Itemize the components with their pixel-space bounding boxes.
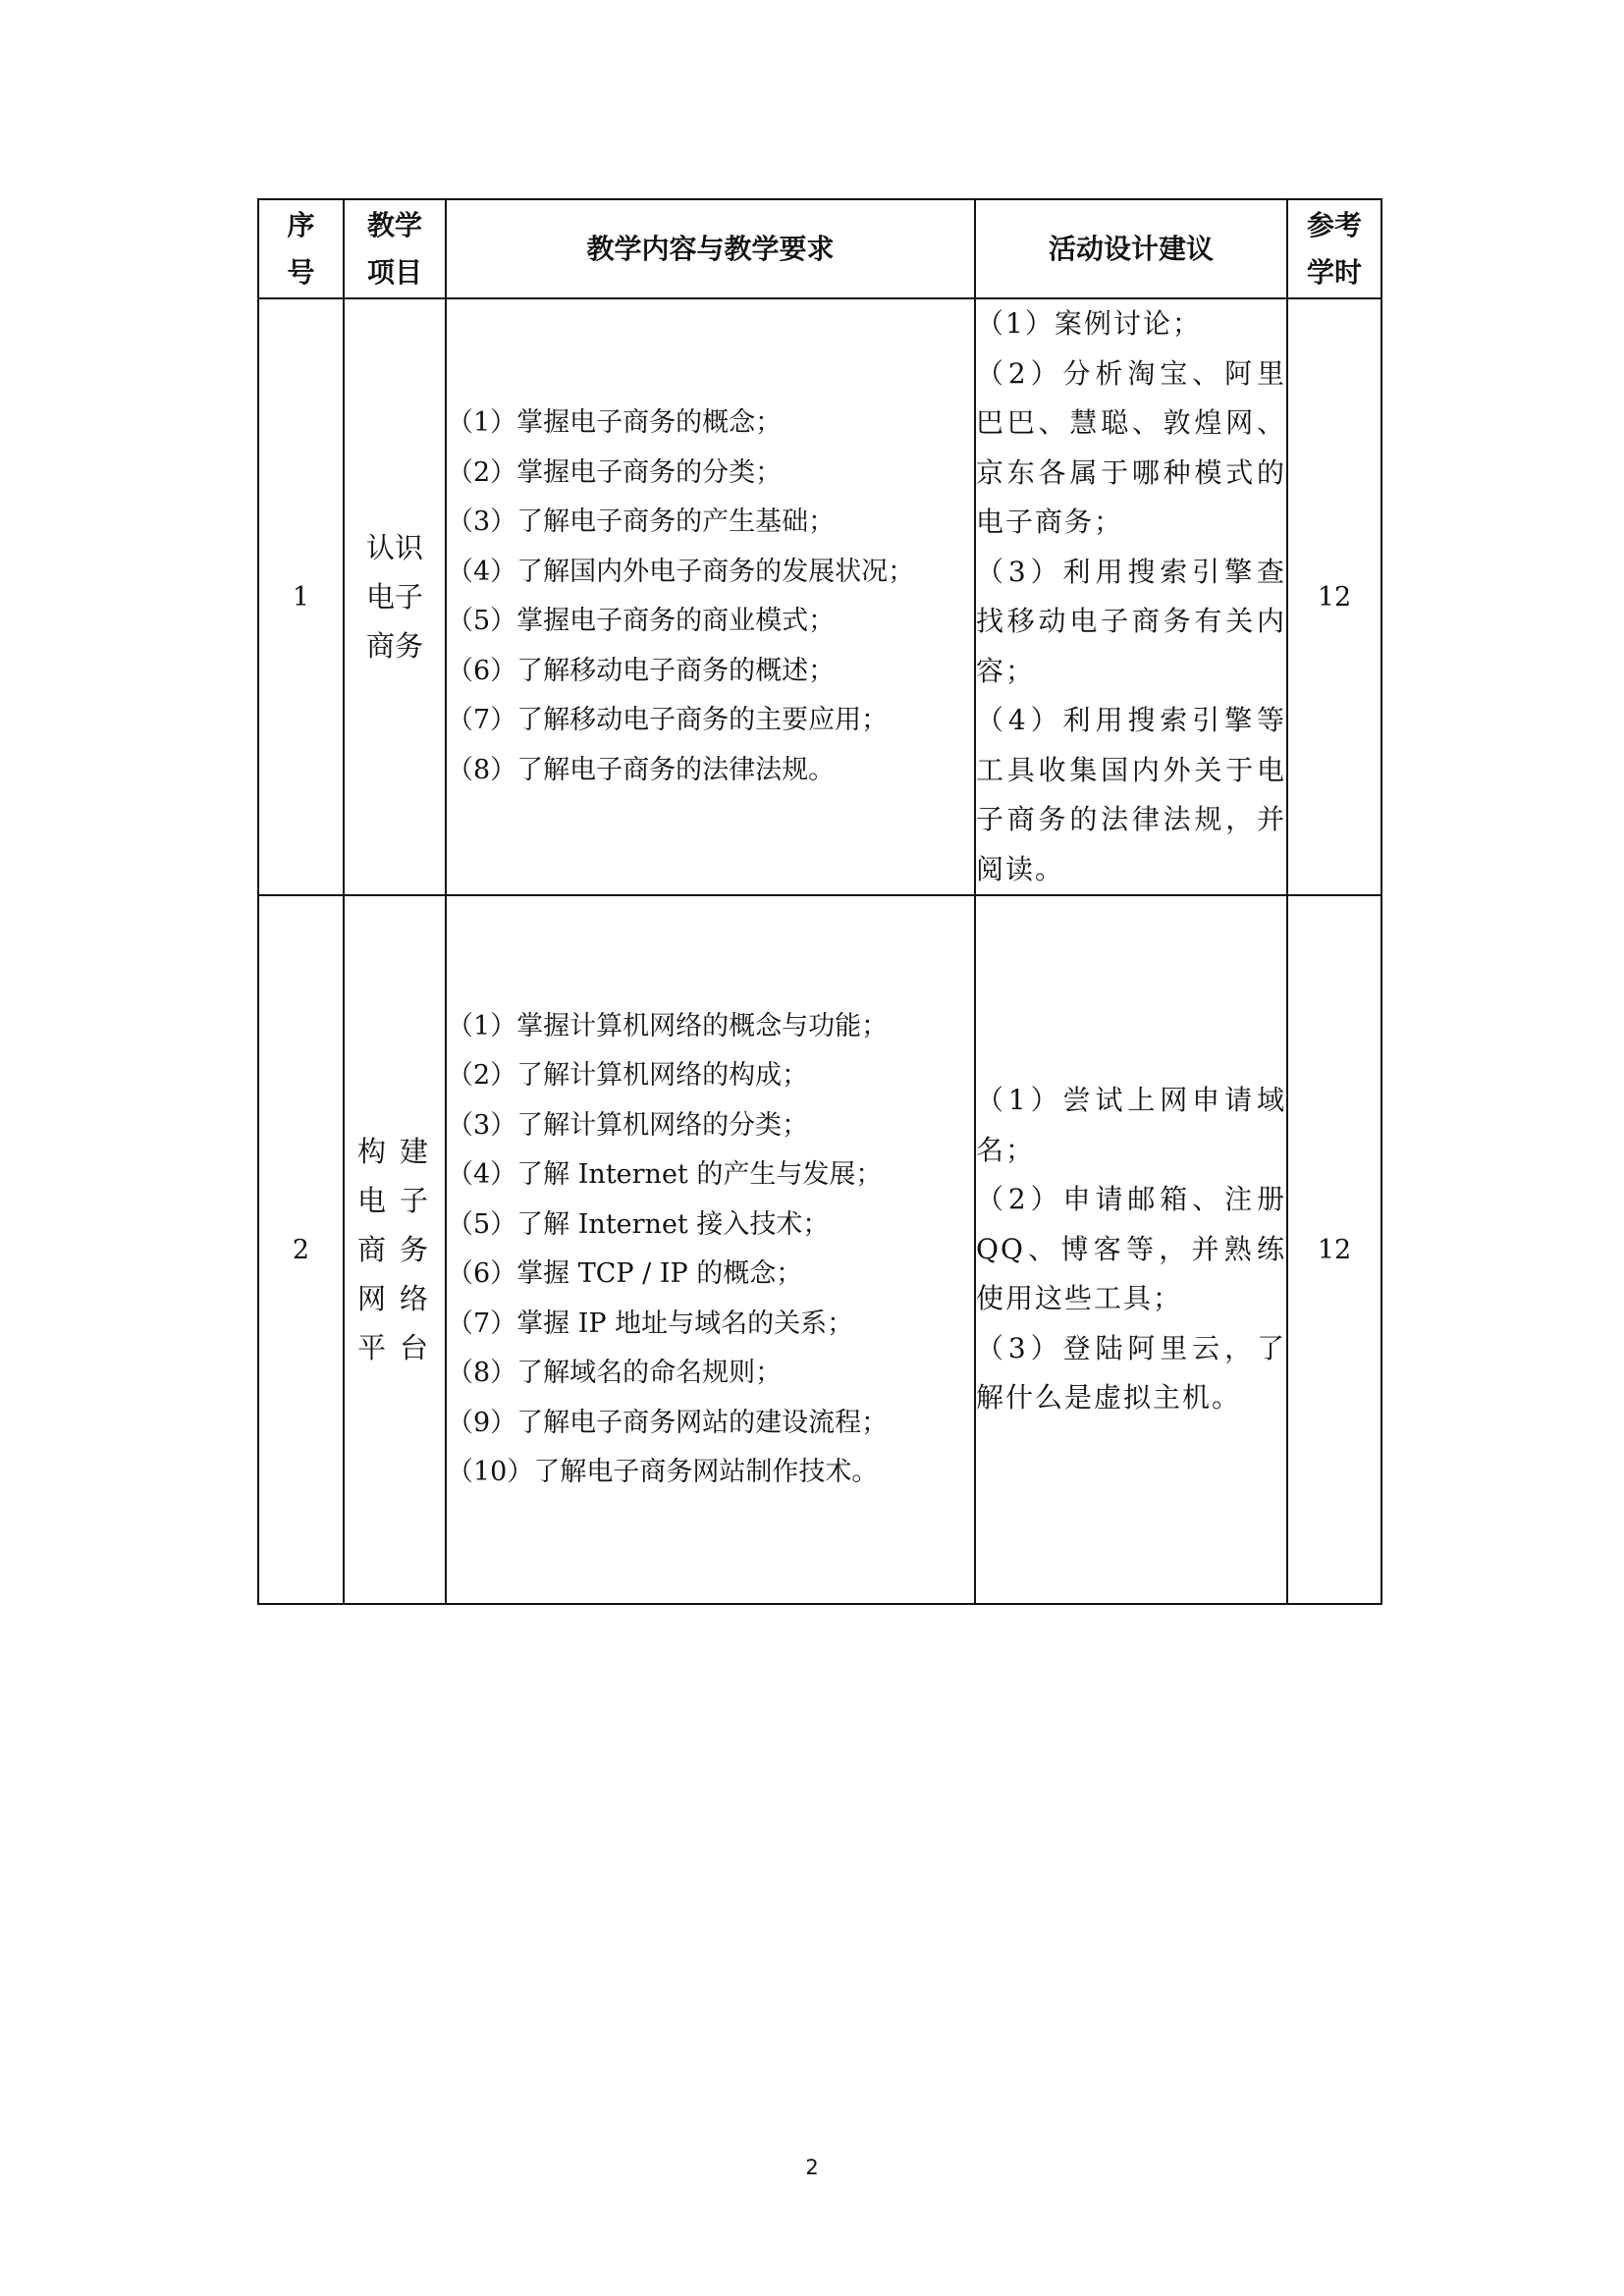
content-item: （4）了解国内外电子商务的发展状况； bbox=[447, 556, 915, 587]
content-item: （9）了解电子商务网站的建设流程； bbox=[447, 1407, 889, 1438]
row-project bbox=[344, 895, 446, 1604]
curriculum-table bbox=[257, 198, 1382, 1605]
project-line: 认识 bbox=[365, 531, 423, 564]
header-content: 教学内容与教学要求 bbox=[446, 199, 975, 298]
content-item: （5）了解 Internet 接入技术； bbox=[447, 1208, 830, 1240]
project-line: 电子 bbox=[356, 1184, 442, 1217]
project-line: 商务 bbox=[356, 1233, 442, 1266]
content-item: （2）了解计算机网络的构成； bbox=[447, 1060, 809, 1091]
content-item: （7）了解移动电子商务的主要应用； bbox=[447, 705, 889, 735]
content-item: （2）掌握电子商务的分类； bbox=[447, 456, 783, 488]
project-line: 构建 bbox=[356, 1135, 442, 1168]
row-hours: 12 bbox=[1287, 298, 1381, 895]
content-item: （3）了解计算机网络的分类； bbox=[447, 1109, 809, 1141]
content-item: （3）了解电子商务的产生基础； bbox=[447, 507, 836, 537]
content-item: （8）了解域名的命名规则； bbox=[447, 1358, 783, 1388]
header-seq bbox=[258, 199, 344, 298]
content-item: （1）掌握计算机网络的概念与功能； bbox=[447, 1010, 889, 1041]
header-project-line: 项目 bbox=[366, 255, 422, 289]
header-project-line: 教学 bbox=[366, 208, 422, 241]
content-item: （8）了解电子商务的法律法规。 bbox=[447, 754, 836, 785]
content-item: （10）了解电子商务网站制作技术。 bbox=[447, 1457, 879, 1487]
row-content bbox=[446, 298, 975, 895]
row-content bbox=[446, 895, 975, 1604]
table-row bbox=[258, 298, 1381, 895]
row-seq: 1 bbox=[258, 298, 344, 895]
row-activity bbox=[975, 298, 1287, 895]
table-header-row bbox=[258, 199, 1381, 298]
row-hours: 12 bbox=[1287, 895, 1381, 1604]
project-line: 电子 bbox=[365, 580, 423, 614]
header-hours-line: 学时 bbox=[1306, 255, 1362, 289]
activity-item: （3）登陆阿里云，了解什么是虚拟主机。 bbox=[976, 1331, 1286, 1415]
page-number: 2 bbox=[805, 2156, 819, 2179]
project-line: 商务 bbox=[365, 629, 423, 663]
header-seq-line: 序 bbox=[287, 208, 315, 241]
header-seq-line: 号 bbox=[287, 255, 315, 289]
header-project bbox=[344, 199, 446, 298]
content-item: （4）了解 Internet 的产生与发展； bbox=[447, 1159, 883, 1190]
project-line: 平台 bbox=[356, 1331, 442, 1364]
row-project bbox=[344, 298, 446, 895]
header-activity: 活动设计建议 bbox=[975, 199, 1287, 298]
activity-item: （3）利用搜索引擎查找移动电子商务有关内容； bbox=[976, 555, 1286, 687]
header-hours bbox=[1287, 199, 1381, 298]
activity-item: （1）案例讨论； bbox=[976, 307, 1202, 340]
header-hours-line: 参考 bbox=[1306, 208, 1362, 241]
content-item: （5）掌握电子商务的商业模式； bbox=[447, 606, 836, 636]
activity-item: （2）分析淘宝、阿里巴巴、慧聪、敦煌网、京东各属于哪种模式的电子商务； bbox=[976, 356, 1286, 538]
activity-item: （1）尝试上网申请域名； bbox=[976, 1084, 1286, 1166]
content-item: （1）掌握电子商务的概念； bbox=[447, 407, 783, 438]
row-activity bbox=[975, 895, 1287, 1604]
table-row bbox=[258, 895, 1381, 1604]
project-line: 网络 bbox=[356, 1282, 442, 1315]
activity-item: （4）利用搜索引擎等工具收集国内外关于电子商务的法律法规，并阅读。 bbox=[976, 704, 1286, 885]
activity-item: （2）申请邮箱、注册QQ、博客等，并熟练使用这些工具； bbox=[976, 1183, 1286, 1315]
content-item: （6）掌握 TCP / IP 的概念； bbox=[447, 1258, 803, 1289]
content-item: （6）了解移动电子商务的概述； bbox=[447, 655, 836, 686]
content-item: （7）掌握 IP 地址与域名的关系； bbox=[447, 1308, 854, 1339]
row-seq: 2 bbox=[258, 895, 344, 1604]
